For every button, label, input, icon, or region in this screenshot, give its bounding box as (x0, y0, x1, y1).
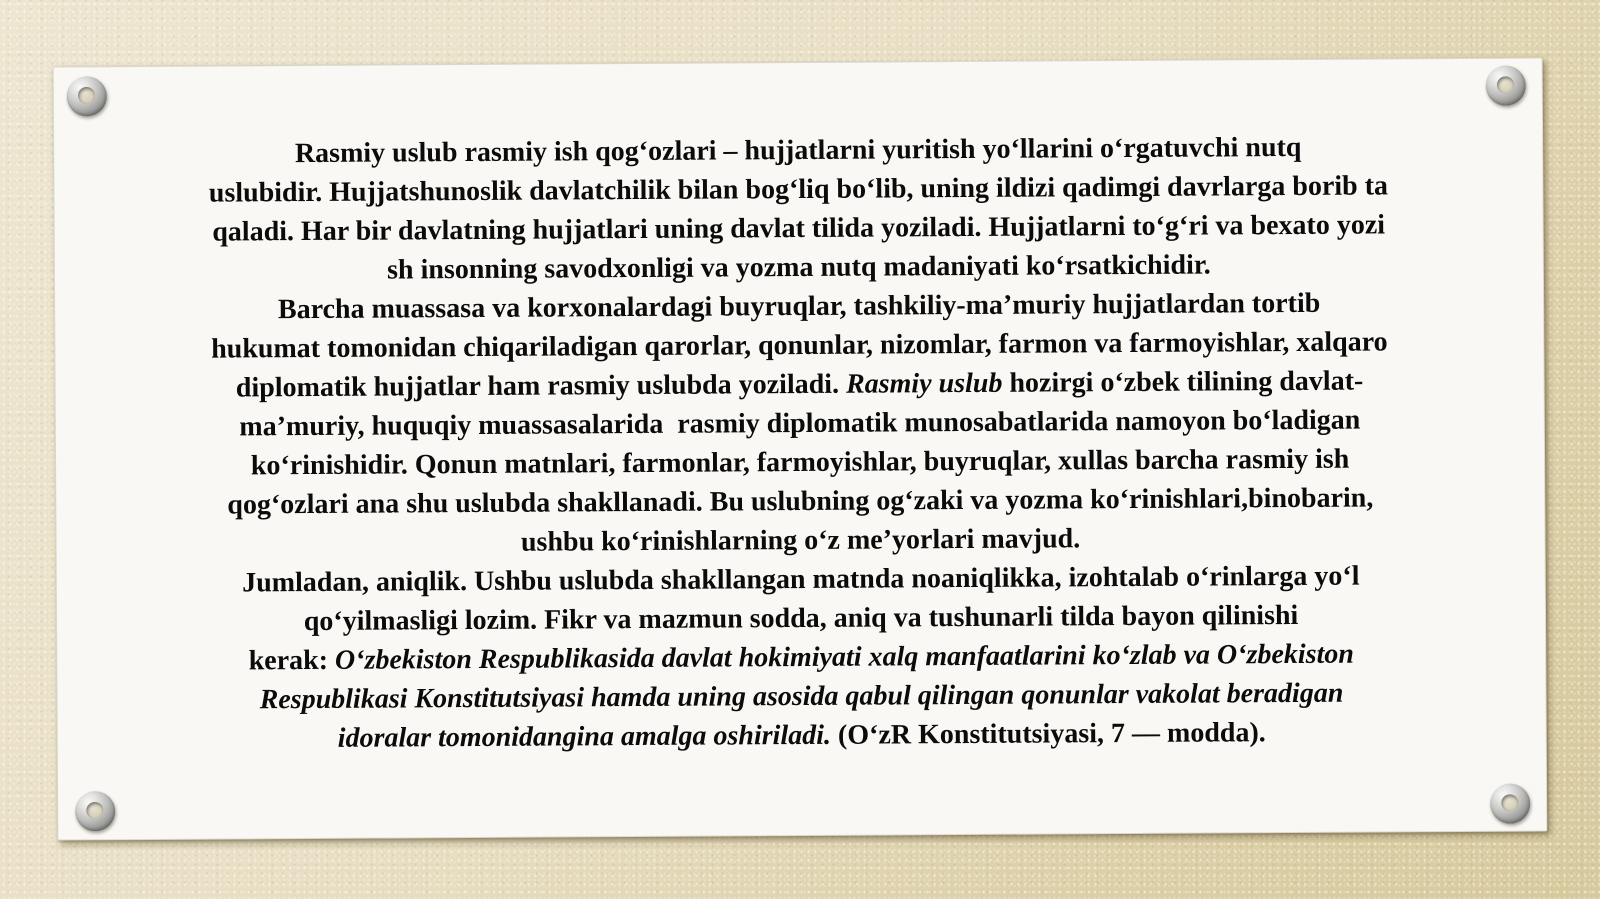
screw-top-left-icon (67, 76, 107, 116)
text-segment: qo‘yilmasligi lozim. Fikr va mazmun sodda, aniq va tushunarli tilda bayon qilinishi (303, 599, 1299, 638)
text-segment: ko‘rinishidir. Qonun matnlari, farmonlar, farmoyishlar, buyruqlar, xullas barcha rasmiy ish (250, 443, 1350, 482)
text-segment: diplomatik hujjatlar ham rasmiy uslubda yoziladi. (235, 368, 847, 404)
text-segment: qaladi. Har bir davlatning hujjatlari uning davlat tilida yoziladi. Hujjatlarni to‘g‘ri va bexato yozi (212, 209, 1386, 248)
screw-bottom-right-icon (1490, 784, 1530, 824)
text-segment: kerak: (248, 644, 336, 677)
text-segment: sh insonning savodxonligi va yozma nutq madaniyati ko‘rsatkichidir. (386, 249, 1211, 286)
text-segment: hukumat tomonidan chiqariladigan qarorlar, qonunlar, nizomlar, farmon va farmoyishlar, xalqaro (211, 326, 1388, 365)
text-segment-italic: idoralar tomonidangina amalga oshiriladi. (337, 719, 832, 754)
slide-card (53, 57, 1548, 840)
text-segment: qog‘ozlari ana shu uslubda shakllanadi. Bu uslubning og‘zaki va yozma ko‘rinishlari,binobarin, (227, 482, 1374, 521)
text-segment: Rasmiy uslub rasmiy ish qog‘ozlari – hujjatlarni yuritish yo‘llarini o‘rgatuvchi nutq (294, 131, 1302, 170)
slide-text-block (72, 127, 1528, 760)
text-segment-italic: Respublikasi Konstitutsiyasi hamda uning asosida qabul qilingan qonunlar vakolat beradigan (259, 677, 1344, 716)
text-segment: ma’muriy, huquqiy muassasalarida rasmiy diplomatik munosabatlarida namoyon bo‘ladigan (239, 404, 1361, 443)
text-segment: ushbu ko‘rinishlarning o‘z me’yorlari mavjud. (520, 523, 1081, 558)
text-segment: (O‘zR Konstitutsiyasi, 7 — modda). (830, 717, 1266, 751)
screw-bottom-left-icon (75, 791, 115, 831)
text-segment: hozirgi o‘zbek tilining davlat- (1002, 365, 1364, 399)
text-segment: Barcha muassasa va korxonalardagi buyruqlar, tashkiliy-ma’muriy hujjatlardan tortib (277, 287, 1321, 326)
text-segment-italic: O‘zbekiston Respublikasida davlat hokimiyati xalq manfaatlarini ko‘zlab va O‘zbekiston (334, 638, 1354, 676)
text-segment: Jumladan, aniqlik. Ushbu uslubda shakllangan matnda noaniqlikka, izohtalab o‘rinlarga yo‘l (242, 560, 1360, 599)
screw-top-right-icon (1486, 66, 1526, 106)
text-segment-italic: Rasmiy uslub (845, 367, 1003, 400)
text-segment: uslubidir. Hujjatshunoslik davlatchilik bilan bog‘liq bo‘lib, uning ildizi qadimgi davrlarga borib ta (208, 170, 1389, 209)
